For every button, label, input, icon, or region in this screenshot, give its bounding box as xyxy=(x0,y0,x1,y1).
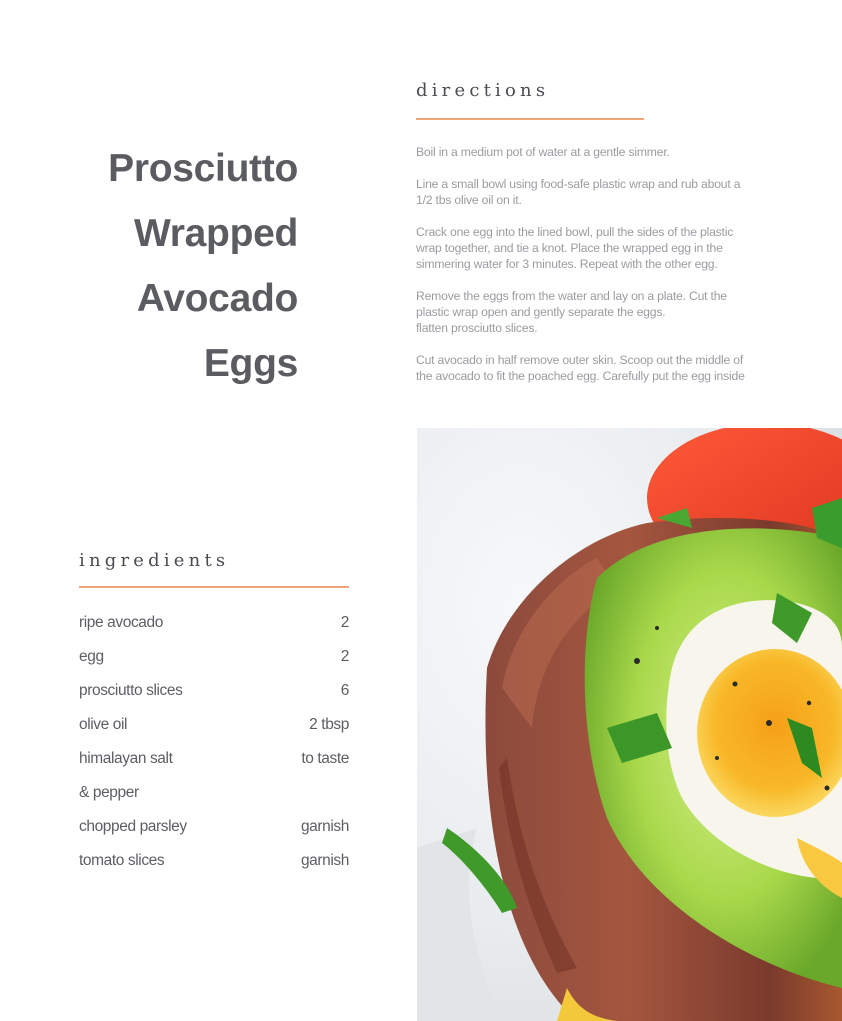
ingredient-row xyxy=(79,606,349,640)
ingredients-list xyxy=(79,606,349,878)
ingredient-name: olive oil xyxy=(79,716,128,733)
directions-heading: directions xyxy=(416,80,550,101)
ingredient-name: prosciutto slices xyxy=(79,682,183,699)
ingredient-row xyxy=(79,776,349,810)
ingredients-divider xyxy=(79,586,349,588)
ingredient-row xyxy=(79,844,349,878)
direction-step: Boil in a medium pot of water at a gentle simmer. xyxy=(416,145,670,159)
ingredient-row xyxy=(79,640,349,674)
ingredient-qty: 6 xyxy=(340,682,349,699)
ingredients-heading: ingredients xyxy=(79,550,230,571)
ingredient-qty: garnish xyxy=(300,818,349,835)
ingredient-row xyxy=(79,674,349,708)
direction-step: Line a small bowl using food-safe plastic wrap and rub about a 1/2 tbs olive oil on it. xyxy=(416,177,741,207)
ingredient-row xyxy=(79,810,349,844)
ingredient-qty: 2 xyxy=(340,648,349,665)
ingredient-qty: 2 xyxy=(340,614,349,631)
ingredient-name: ripe avocado xyxy=(79,614,163,631)
title-line: Eggs xyxy=(203,342,298,385)
ingredient-name: egg xyxy=(79,648,104,665)
direction-step: Remove the eggs from the water and lay on a plate. Cut the plastic wrap open and gently separate the eggs. flatten prosciutto slices. xyxy=(416,289,727,335)
directions-steps xyxy=(416,144,780,400)
ingredient-name: himalayan salt xyxy=(79,750,173,767)
title-line: Avocado xyxy=(136,277,298,320)
ingredient-qty: to taste xyxy=(301,750,349,767)
ingredient-qty: garnish xyxy=(300,852,349,869)
title-line: Wrapped xyxy=(133,212,298,255)
title-line: Prosciutto xyxy=(108,147,298,190)
ingredient-qty: 2 tbsp xyxy=(309,716,349,733)
ingredient-name: & pepper xyxy=(79,784,139,801)
recipe-title xyxy=(40,136,298,396)
ingredient-name: chopped parsley xyxy=(79,818,187,835)
recipe-photo xyxy=(417,428,842,1021)
ingredient-row xyxy=(79,708,349,742)
ingredient-row xyxy=(79,742,349,776)
ingredient-name: tomato slices xyxy=(79,852,165,869)
directions-divider xyxy=(416,118,644,120)
direction-step: Crack one egg into the lined bowl, pull the sides of the plastic wrap together, and tie a knot. Place the wrapped egg in the simmering water for 3 minutes. Repeat with the other egg. xyxy=(416,225,734,271)
direction-step: Cut avocado in half remove outer skin. Scoop out the middle of the avocado to fit the poached egg. Carefully put the egg inside xyxy=(416,353,745,383)
